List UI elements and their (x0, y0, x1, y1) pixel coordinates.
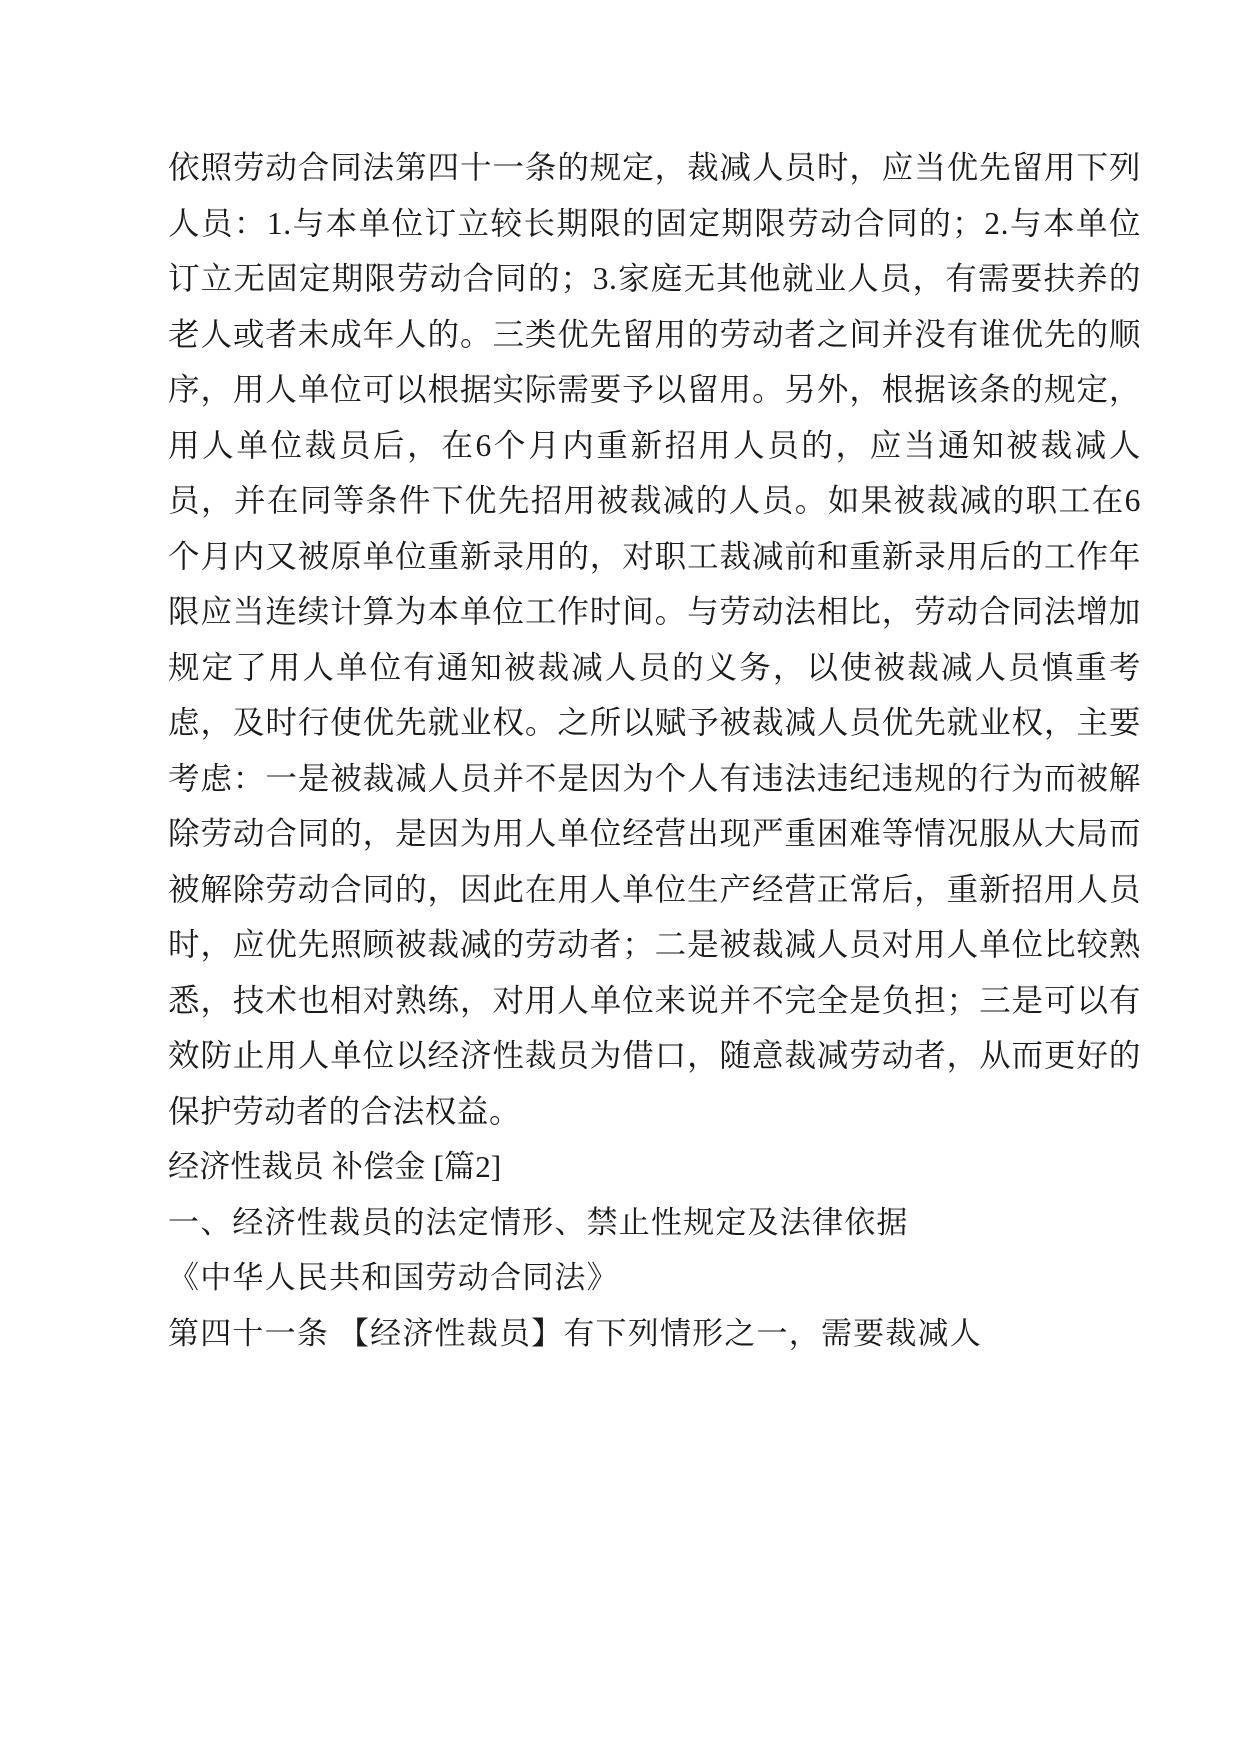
section-title: 经济性裁员 补偿金 [篇2] (168, 1149, 502, 1184)
law-title: 《中华人民共和国劳动合同法》 (168, 1260, 619, 1295)
main-paragraph: 依照劳动合同法第四十一条的规定，裁减人员时，应当优先留用下列人员：1.与本单位订立较长期限的固定期限劳动合同的；2.与本单位订立无固定期限劳动合同的；3.家庭无其他就业人员，有需要扶养的老人或者未成年人的。三类优先留用的劳动者之间并没有谁优先的顺序，用人单位可以根据实际需要予以留用。另外，根据该条的规定，用人单位裁员后，在6个月内重新招用人员的，应当通知被裁减人员，并在同等条件下优先招用被裁减的人员。如果被裁减的职工在6个月内又被原单位重新录用的，对职工裁减前和重新录用后的工作年限应当连续计算为本单位工作时间。与劳动法相比，劳动合同法增加规定了用人单位有通知被裁减人员的义务，以使被裁减人员慎重考虑，及时行使优先就业权。之所以赋予被裁减人员优先就业权，主要考虑：一是被裁减人员并不是因为个人有违法违纪违规的行为而被解除劳动合同的，是因为用人单位经营出现严重困难等情况服从大局而被解除劳动合同的，因此在用人单位生产经营正常后，重新招用人员时，应优先照顾被裁减的劳动者；二是被裁减人员对用人单位比较熟悉，技术也相对熟练，对用人单位来说并不完全是负担；三是可以有效防止用人单位以经济性裁员为借口，随意裁减劳动者，从而更好的保护劳动者的合法权益。 (168, 150, 1141, 1129)
article-text: 第四十一条 【经济性裁员】有下列情形之一，需要裁减人 (168, 1315, 982, 1351)
subsection-heading: 一、经济性裁员的法定情形、禁止性规定及法律依据 (168, 1204, 909, 1240)
document-body (168, 140, 1141, 1361)
